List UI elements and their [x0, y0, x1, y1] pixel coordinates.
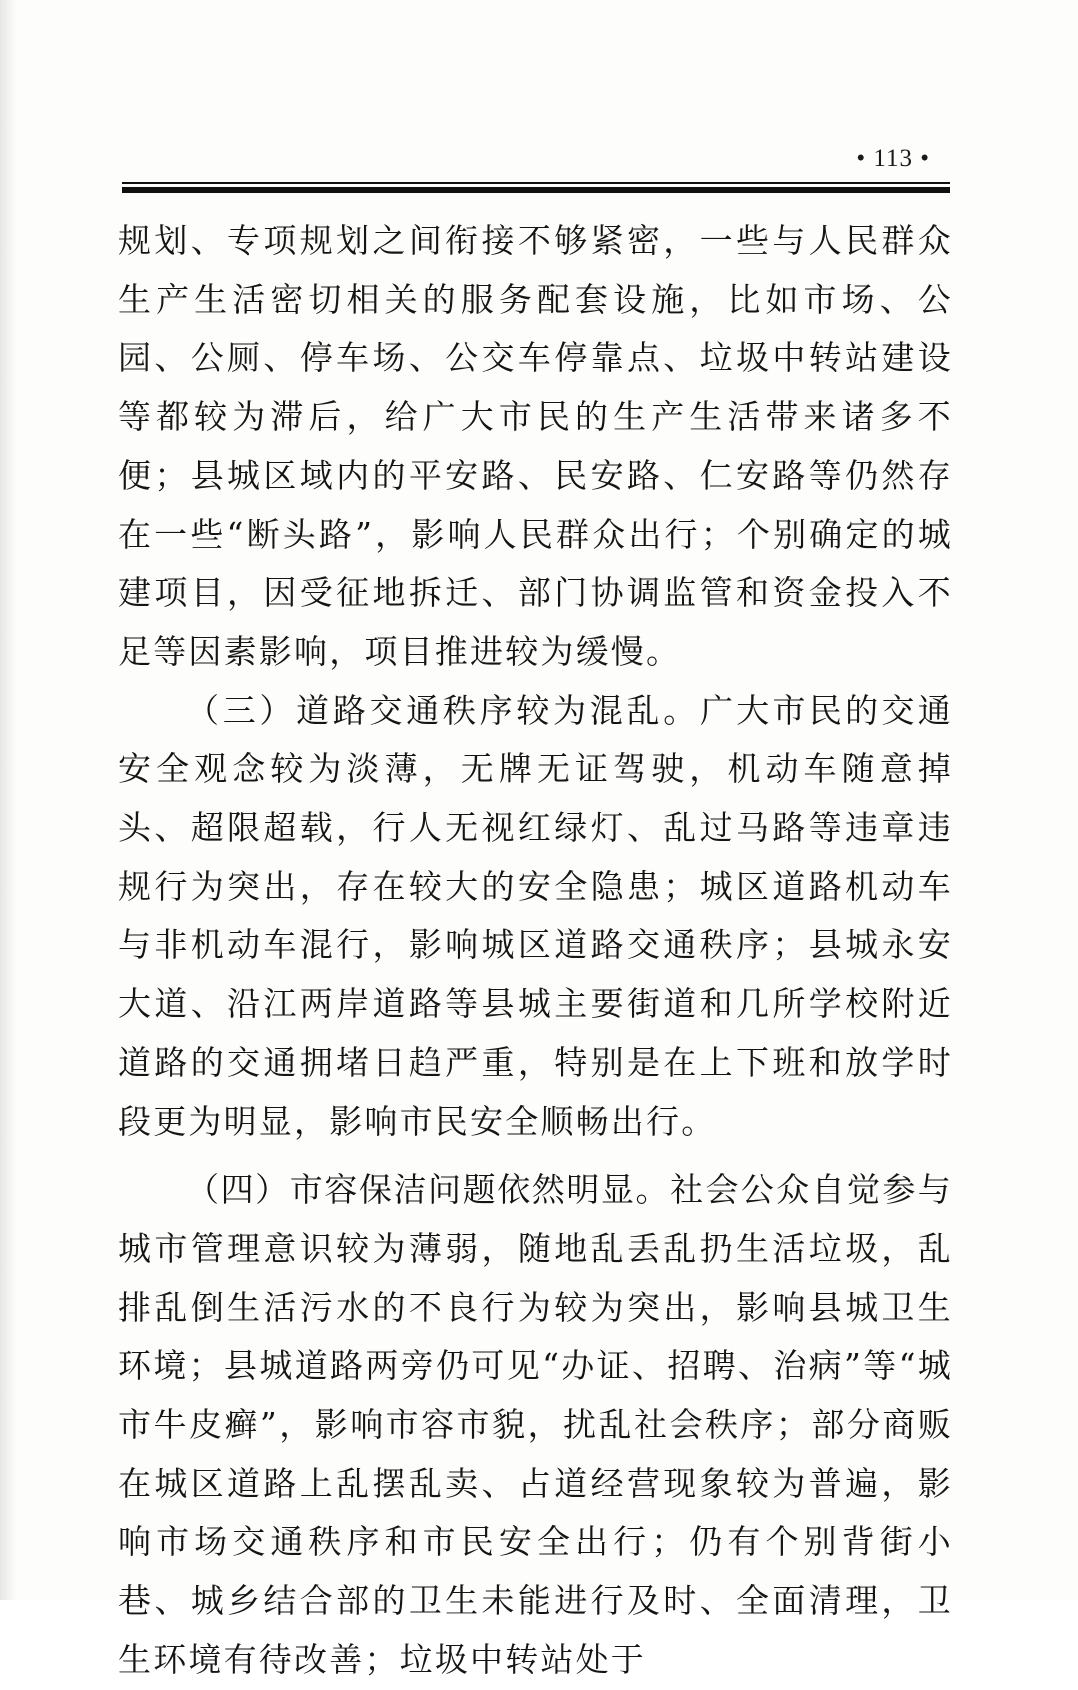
header-rule-thin: [122, 182, 950, 184]
paragraph-text: 广大市民的交通安全观念较为淡薄，无牌无证驾驶，机动车随意掉头、超限超载，行人无视红绿灯、乱过马路等违章违规行为突出，存在较大的安全隐患；城区道路机动车与非机动车混行，影响城区道路交通秩序；县城永安大道、沿江两岸道路等县城主要街道和几所学校附近道路的交通拥堵日趋严重，特别是在上下班和放学时段更为明显，影响市民安全顺畅出行。: [118, 690, 953, 1141]
paragraph-continuation: [118, 212, 953, 682]
paragraph-text: 社会公众自觉参与城市管理意识较为薄弱，随地乱丢乱扔生活垃圾，乱排乱倒生活污水的不良行为较为突出，影响县城卫生环境；县城道路两旁仍可见“办证、招聘、治病”等“城市牛皮癣”，影响市容市貌，扰乱社会秩序；部分商贩在城区道路上乱摆乱卖、占道经营现象较为普遍，影响市场交通秩序和市民安全出行；仍有个别背街小巷、城乡结合部的卫生未能进行及时、全面清理，卫生环境有待改善；垃圾中转站处于: [118, 1170, 953, 1679]
page-number: • 113 •: [856, 145, 930, 172]
paragraph-text: 规划、专项规划之间衔接不够紧密，一些与人民群众生产生活密切相关的服务配套设施，比如市场、公园、公厕、停车场、公交车停靠点、垃圾中转站建设等都较为滞后，给广大市民的生产生活带来诸多不便；县城区域内的平安路、民安路、仁安路等仍然存在一些“断头路”，影响人民群众出行；个别确定的城建项目，因受征地拆迁、部门协调监管和资金投入不足等因素影响，项目推进较为缓慢。: [118, 221, 953, 671]
section-heading-3: （三）道路交通秩序较为混乱。: [186, 690, 700, 730]
header-rule-thick: [122, 187, 950, 193]
section-heading-4: （四）市容保洁问题依然明显。: [186, 1170, 671, 1210]
body-text: [118, 212, 953, 1690]
page-edge-shadow: [0, 0, 16, 1600]
paragraph-section-3: [118, 682, 953, 1152]
paragraph-section-4: [118, 1161, 953, 1689]
running-header: [122, 140, 950, 200]
